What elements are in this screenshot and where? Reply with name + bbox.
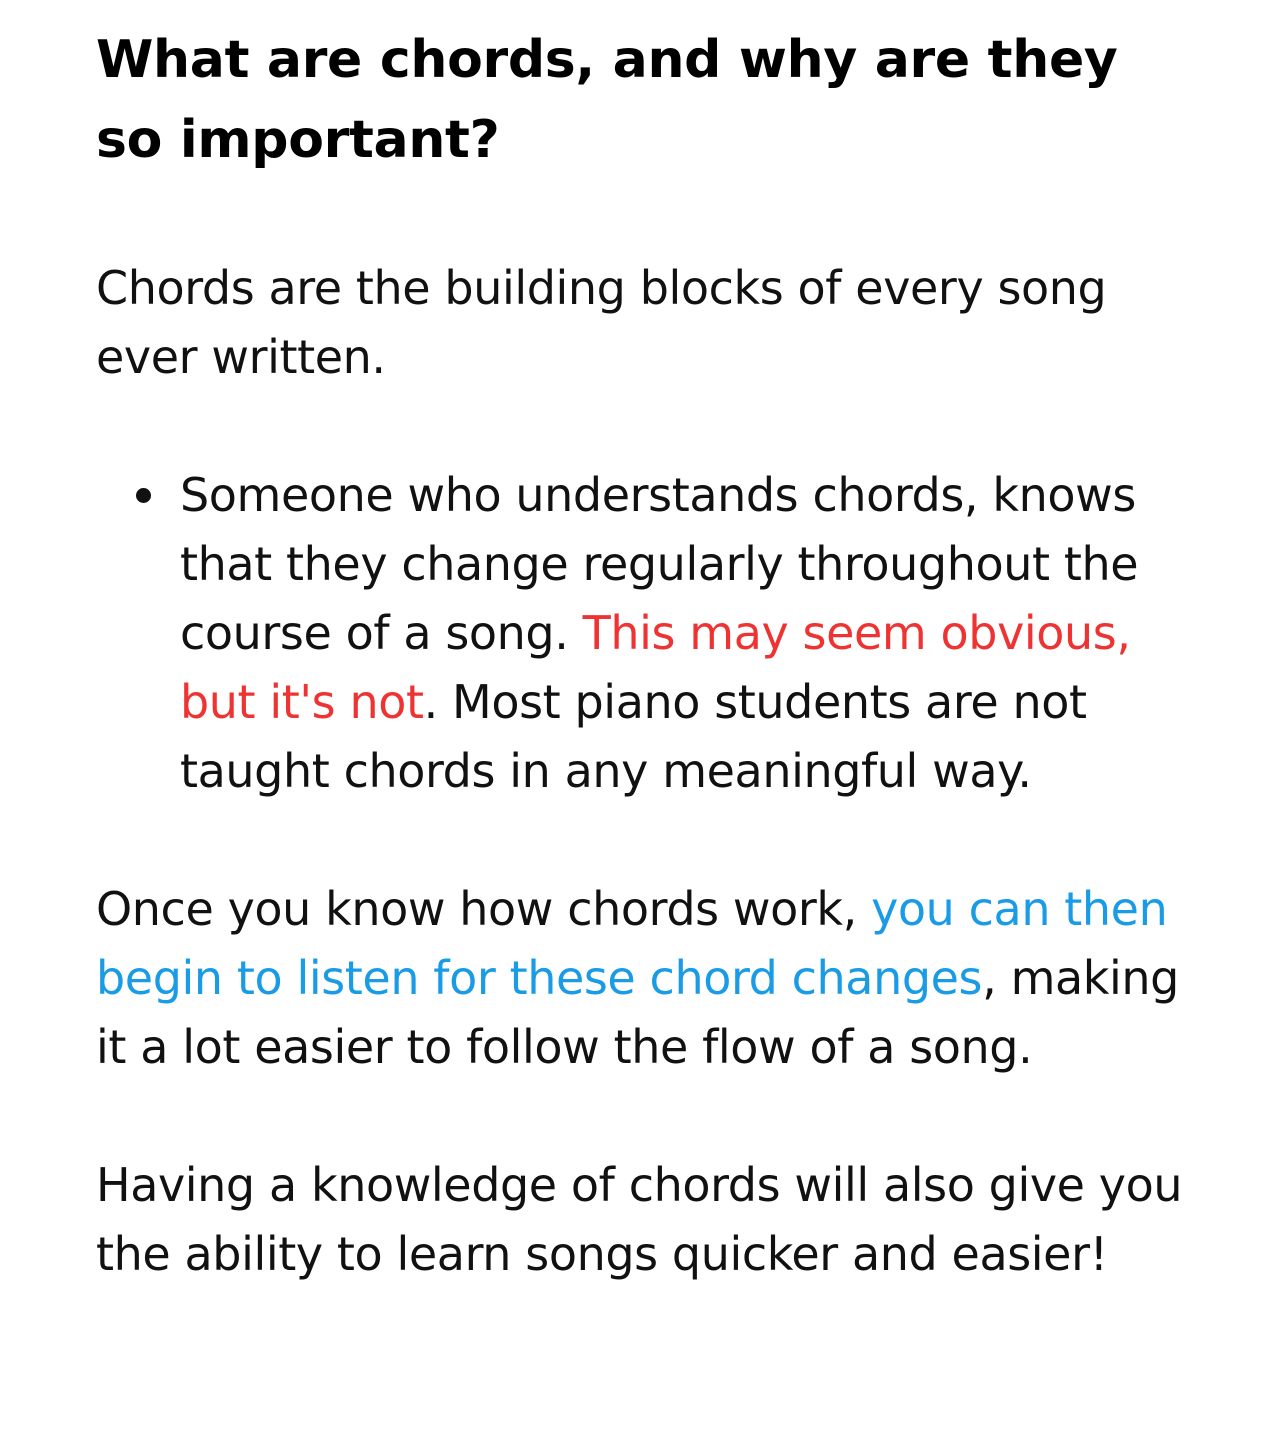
highlight-blue-text: you can then begin to listen for these chord changes: [96, 882, 1168, 1005]
highlight-red-text: This may seem obvious, but it's not: [180, 606, 1131, 729]
bullet-text-after: . Most piano students are not taught chords in any meaningful way.: [180, 675, 1087, 798]
article: [96, 0, 1196, 1289]
paragraph2-text-after: , making it a lot easier to follow the flow of a song.: [96, 951, 1179, 1074]
bullet-text-before: Someone who understands chords, knows that they change regularly throughout the course of a song.: [180, 468, 1139, 660]
paragraph2-text-before: Once you know how chords work,: [96, 882, 872, 936]
paragraph-chord-changes: [96, 875, 1196, 1082]
bullet-list: [96, 461, 1196, 806]
paragraph-intro: Chords are the building blocks of every song ever written.: [96, 261, 1107, 384]
article-heading: What are chords, and why are they so important?: [96, 30, 1118, 170]
list-item: [180, 461, 1196, 806]
bullet-icon: [136, 488, 151, 503]
paragraph-knowledge: Having a knowledge of chords will also give you the ability to learn songs quicker and easier!: [96, 1158, 1183, 1281]
